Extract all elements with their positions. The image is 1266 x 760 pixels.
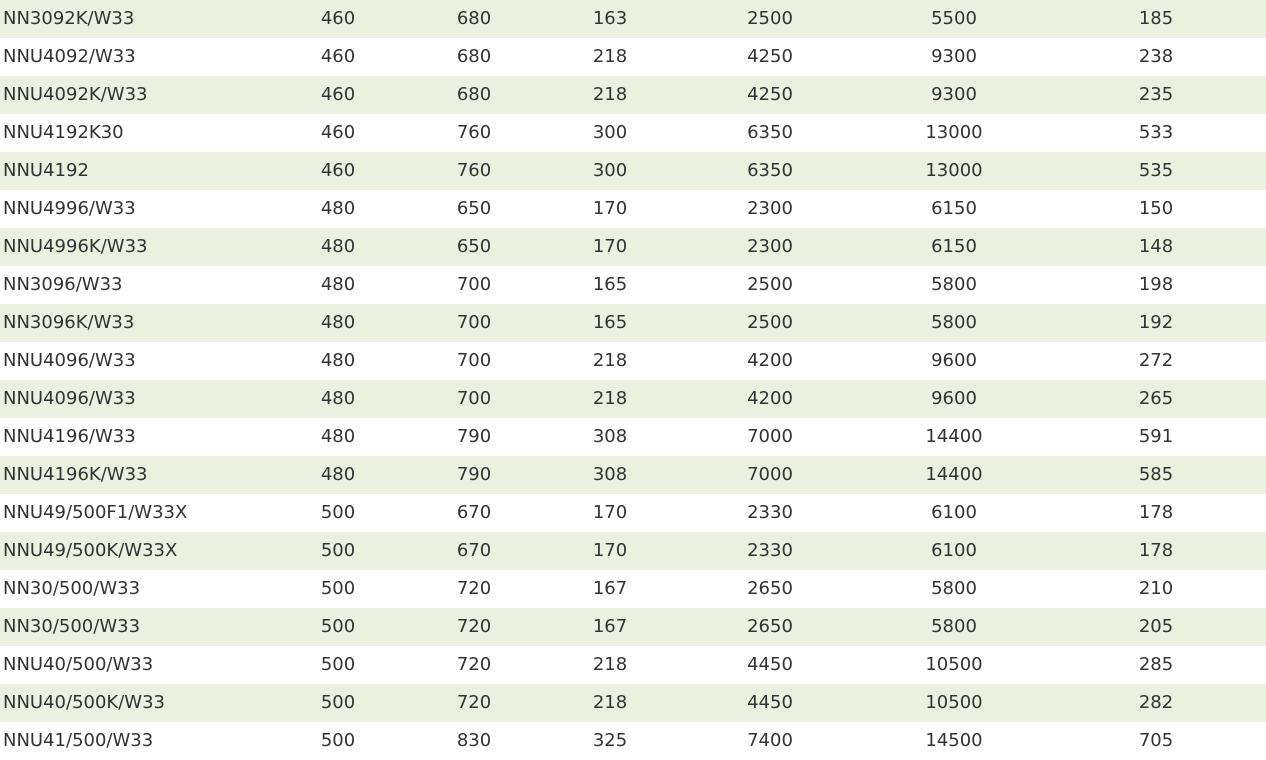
cell-model: NNU49/500K/W33X	[3, 540, 178, 561]
cell-value: 218	[592, 692, 628, 713]
cell-value: 2500	[747, 312, 793, 333]
cell-model: NNU40/500K/W33	[3, 692, 165, 713]
cell-value: 185	[1138, 8, 1174, 29]
cell-value: 790	[456, 464, 492, 485]
table-row	[0, 456, 1266, 494]
cell-value: 4200	[747, 388, 793, 409]
cell-value: 300	[592, 160, 628, 181]
cell-value: 7400	[747, 730, 793, 751]
cell-value: 500	[320, 578, 356, 599]
cell-value: 760	[456, 122, 492, 143]
cell-value: 170	[592, 236, 628, 257]
cell-value: 6150	[931, 236, 977, 257]
cell-value: 167	[592, 578, 628, 599]
cell-value: 9600	[931, 388, 977, 409]
cell-model: NNU4996K/W33	[3, 236, 148, 257]
cell-value: 285	[1138, 654, 1174, 675]
cell-value: 650	[456, 236, 492, 257]
cell-value: 680	[456, 84, 492, 105]
cell-model: NN30/500/W33	[3, 578, 141, 599]
cell-value: 700	[456, 388, 492, 409]
cell-model: NNU40/500/W33	[3, 654, 154, 675]
cell-value: 480	[320, 464, 356, 485]
table-row	[0, 418, 1266, 456]
cell-value: 585	[1138, 464, 1174, 485]
cell-value: 670	[456, 540, 492, 561]
cell-value: 5500	[931, 8, 977, 29]
cell-value: 167	[592, 616, 628, 637]
cell-value: 6150	[931, 198, 977, 219]
table-row	[0, 76, 1266, 114]
cell-value: 10500	[925, 654, 983, 675]
cell-value: 500	[320, 692, 356, 713]
cell-value: 218	[592, 84, 628, 105]
cell-value: 760	[456, 160, 492, 181]
cell-value: 500	[320, 730, 356, 751]
cell-value: 460	[320, 160, 356, 181]
table-row	[0, 494, 1266, 532]
cell-value: 7000	[747, 426, 793, 447]
cell-value: 480	[320, 312, 356, 333]
cell-value: 272	[1138, 350, 1174, 371]
cell-value: 6100	[931, 540, 977, 561]
table-row	[0, 380, 1266, 418]
cell-value: 480	[320, 350, 356, 371]
cell-value: 480	[320, 388, 356, 409]
cell-value: 218	[592, 46, 628, 67]
cell-value: 2330	[747, 540, 793, 561]
table-row	[0, 532, 1266, 570]
cell-value: 14400	[925, 426, 983, 447]
cell-value: 265	[1138, 388, 1174, 409]
cell-value: 2650	[747, 578, 793, 599]
cell-value: 480	[320, 198, 356, 219]
cell-value: 13000	[925, 160, 983, 181]
cell-model: NNU4996/W33	[3, 198, 136, 219]
cell-value: 218	[592, 388, 628, 409]
cell-value: 2500	[747, 8, 793, 29]
cell-value: 5800	[931, 312, 977, 333]
cell-value: 163	[592, 8, 628, 29]
table-row	[0, 304, 1266, 342]
cell-value: 533	[1138, 122, 1174, 143]
cell-value: 500	[320, 540, 356, 561]
cell-value: 300	[592, 122, 628, 143]
cell-value: 165	[592, 312, 628, 333]
cell-value: 325	[592, 730, 628, 751]
cell-value: 308	[592, 426, 628, 447]
cell-value: 6350	[747, 160, 793, 181]
cell-model: NN3092K/W33	[3, 8, 135, 29]
cell-value: 700	[456, 274, 492, 295]
table-row	[0, 228, 1266, 266]
cell-value: 14400	[925, 464, 983, 485]
cell-value: 4200	[747, 350, 793, 371]
cell-value: 2300	[747, 198, 793, 219]
cell-value: 5800	[931, 274, 977, 295]
cell-value: 460	[320, 122, 356, 143]
cell-value: 218	[592, 654, 628, 675]
cell-value: 148	[1138, 236, 1174, 257]
cell-value: 480	[320, 236, 356, 257]
cell-value: 460	[320, 84, 356, 105]
cell-value: 700	[456, 350, 492, 371]
cell-value: 500	[320, 502, 356, 523]
cell-value: 9300	[931, 84, 977, 105]
table-row	[0, 114, 1266, 152]
table-row	[0, 0, 1266, 38]
cell-value: 178	[1138, 502, 1174, 523]
cell-value: 170	[592, 540, 628, 561]
cell-value: 192	[1138, 312, 1174, 333]
cell-value: 308	[592, 464, 628, 485]
cell-value: 178	[1138, 540, 1174, 561]
table-row	[0, 722, 1266, 760]
cell-value: 720	[456, 692, 492, 713]
cell-value: 670	[456, 502, 492, 523]
table-row	[0, 152, 1266, 190]
cell-model: NN3096/W33	[3, 274, 123, 295]
table-row	[0, 646, 1266, 684]
cell-value: 10500	[925, 692, 983, 713]
cell-value: 9300	[931, 46, 977, 67]
table-row	[0, 266, 1266, 304]
cell-value: 591	[1138, 426, 1174, 447]
cell-model: NNU4196K/W33	[3, 464, 148, 485]
cell-value: 500	[320, 616, 356, 637]
table-row	[0, 608, 1266, 646]
cell-value: 790	[456, 426, 492, 447]
cell-value: 680	[456, 46, 492, 67]
cell-value: 705	[1138, 730, 1174, 751]
cell-value: 535	[1138, 160, 1174, 181]
cell-model: NN30/500/W33	[3, 616, 141, 637]
cell-value: 4250	[747, 84, 793, 105]
cell-value: 218	[592, 350, 628, 371]
table-row	[0, 190, 1266, 228]
cell-value: 2650	[747, 616, 793, 637]
cell-model: NN3096K/W33	[3, 312, 135, 333]
cell-value: 198	[1138, 274, 1174, 295]
cell-value: 4250	[747, 46, 793, 67]
cell-value: 170	[592, 502, 628, 523]
cell-value: 6100	[931, 502, 977, 523]
cell-value: 6350	[747, 122, 793, 143]
cell-value: 720	[456, 654, 492, 675]
cell-value: 460	[320, 46, 356, 67]
cell-value: 14500	[925, 730, 983, 751]
cell-value: 210	[1138, 578, 1174, 599]
cell-model: NNU4192K30	[3, 122, 124, 143]
cell-value: 830	[456, 730, 492, 751]
cell-value: 2500	[747, 274, 793, 295]
cell-value: 205	[1138, 616, 1174, 637]
cell-value: 720	[456, 616, 492, 637]
cell-model: NNU4092K/W33	[3, 84, 148, 105]
cell-value: 650	[456, 198, 492, 219]
cell-model: NNU4196/W33	[3, 426, 136, 447]
cell-value: 13000	[925, 122, 983, 143]
cell-value: 235	[1138, 84, 1174, 105]
cell-model: NNU4096/W33	[3, 350, 136, 371]
cell-value: 9600	[931, 350, 977, 371]
cell-value: 5800	[931, 616, 977, 637]
table-row	[0, 570, 1266, 608]
cell-value: 2300	[747, 236, 793, 257]
cell-model: NNU4192	[3, 160, 89, 181]
cell-value: 460	[320, 8, 356, 29]
cell-value: 680	[456, 8, 492, 29]
cell-model: NNU4092/W33	[3, 46, 136, 67]
cell-value: 238	[1138, 46, 1174, 67]
cell-model: NNU4096/W33	[3, 388, 136, 409]
cell-value: 150	[1138, 198, 1174, 219]
table-row	[0, 684, 1266, 722]
cell-model: NNU49/500F1/W33X	[3, 502, 188, 523]
cell-model: NNU41/500/W33	[3, 730, 154, 751]
cell-value: 165	[592, 274, 628, 295]
cell-value: 4450	[747, 692, 793, 713]
cell-value: 4450	[747, 654, 793, 675]
cell-value: 700	[456, 312, 492, 333]
cell-value: 2330	[747, 502, 793, 523]
cell-value: 5800	[931, 578, 977, 599]
cell-value: 7000	[747, 464, 793, 485]
cell-value: 480	[320, 274, 356, 295]
cell-value: 500	[320, 654, 356, 675]
table-row	[0, 342, 1266, 380]
cell-value: 720	[456, 578, 492, 599]
table-row	[0, 38, 1266, 76]
cell-value: 170	[592, 198, 628, 219]
cell-value: 282	[1138, 692, 1174, 713]
cell-value: 480	[320, 426, 356, 447]
